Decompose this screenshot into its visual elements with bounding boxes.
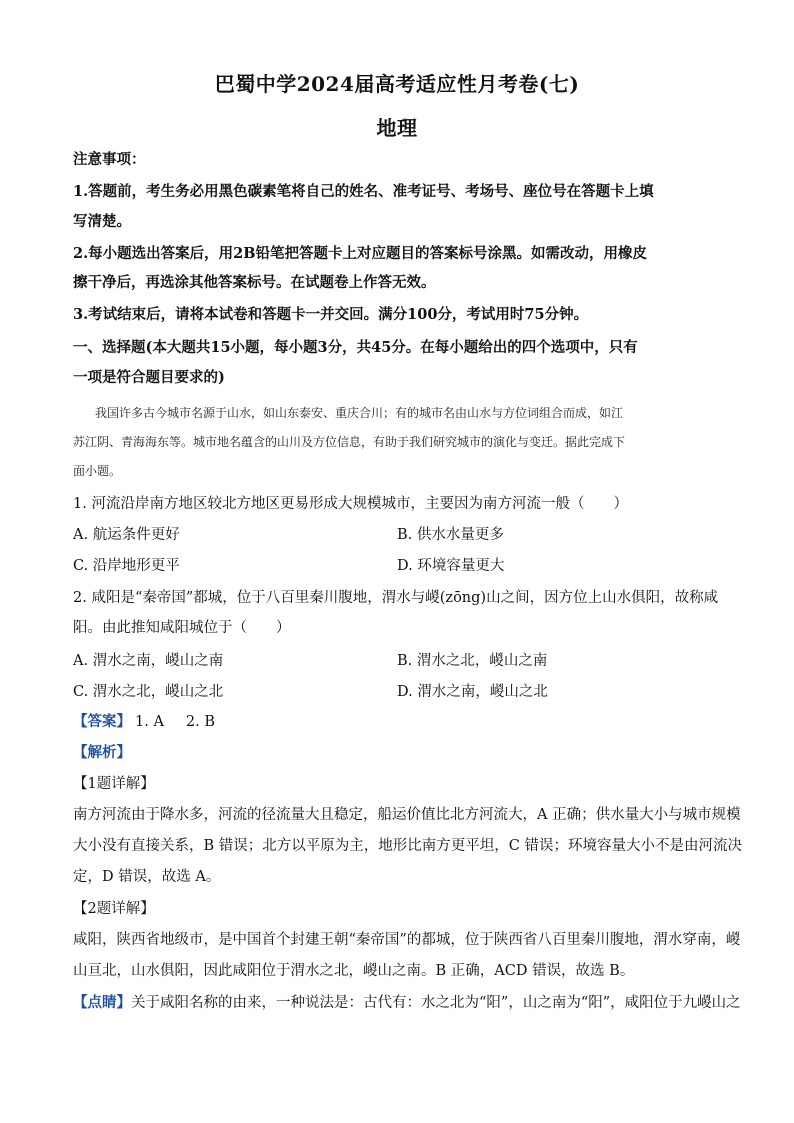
question-1-option-d: D. 环境容量更大: [397, 558, 505, 574]
section-heading: 一、选择题(本大题共15小题，每小题3分，共45分。在每小题给出的四个选项中，只有: [73, 339, 638, 356]
notice-item-3: 3.考试结束后，请将本试卷和答题卡一并交回。满分100分，考试用时75分钟。: [73, 306, 589, 323]
q1-detail-heading: 【1题详解】: [73, 776, 155, 792]
question-2-option-d: D. 渭水之南，嵕山之北: [397, 684, 548, 700]
question-2-option-c: C. 渭水之北，嵕山之北: [73, 684, 224, 700]
exam-title: 巴蜀中学2024届高考适应性月考卷(七): [214, 72, 580, 96]
question-2-stem-cont: 阳。由此推知咸阳城位于（ ）: [73, 620, 291, 636]
answer-2: 2. B: [185, 714, 216, 730]
q2-detail-heading: 【2题详解】: [73, 901, 155, 917]
passage-line-1: 我国许多古今城市名源于山水，如山东泰安、重庆合川；有的城市名由山水与方位词组合而成，如江: [95, 406, 624, 420]
notice-item-2: 2.每小题选出答案后，用2B铅笔把答题卡上对应题目的答案标号涂黑。如需改动，用橡皮: [73, 245, 647, 262]
question-1-option-c: C. 沿岸地形更平: [73, 558, 180, 574]
question-1-option-a: A. 航运条件更好: [73, 527, 180, 543]
subject-title: 地理: [376, 116, 418, 140]
tip-text: 关于咸阳名称的由来，一种说法是：古代有：水之北为“阳”，山之南为“阳”，咸阳位于九嵕山之: [131, 995, 741, 1011]
notice-item-2-cont: 擦干净后，再选涂其他答案标号。在试题卷上作答无效。: [73, 274, 436, 291]
analysis-label: 【解析】: [73, 744, 131, 761]
q1-detail-line-3: 定，D 错误，故选 A。: [73, 869, 221, 885]
question-2-option-b: B. 渭水之北，嵕山之南: [397, 653, 548, 669]
notice-heading: 注意事项：: [73, 151, 146, 168]
q1-detail-line-1: 南方河流由于降水多，河流的径流量大且稳定，船运价值比北方河流大，A 正确；供水量大小与城市规模: [73, 807, 741, 823]
tip-label: 【点睛】: [73, 994, 131, 1011]
q2-detail-line-2: 山亘北，山水俱阳，因此咸阳位于渭水之北，嵕山之南。B 正确，ACD 错误，故选 B。: [73, 963, 635, 979]
question-1-option-b: B. 供水水量更多: [397, 527, 504, 543]
passage-line-3: 面小题。: [73, 464, 122, 478]
section-heading-cont: 一项是符合题目要求的): [73, 369, 225, 386]
answer-row: [73, 712, 723, 732]
question-2-stem: 2. 咸阳是“秦帝国”都城，位于八百里秦川腹地，渭水与嵕(zōng)山之间，因方位上山水俱阳，故称咸: [73, 590, 719, 606]
passage-line-2: 苏江阴、青海海东等。城市地名蕴含的山川及方位信息，有助于我们研究城市的演化与变迁。据此完成下: [73, 435, 626, 449]
notice-item-1-cont: 写清楚。: [73, 213, 131, 230]
tip-row: [73, 993, 741, 1013]
q1-detail-line-2: 大小没有直接关系，B 错误；北方以平原为主，地形比南方更平坦，C 错误；环境容量大小不是由河流决: [73, 838, 742, 854]
question-2-option-a: A. 渭水之南，嵕山之南: [73, 653, 224, 669]
answer-label: 【答案】: [73, 713, 131, 730]
answer-1: 1. A: [135, 714, 164, 730]
q2-detail-line-1: 咸阳，陕西省地级市，是中国首个封建王朝“秦帝国”的都城，位于陕西省八百里秦川腹地，渭水穿南，嵕: [73, 932, 741, 948]
question-1-stem: 1. 河流沿岸南方地区较北方地区更易形成大规模城市，主要因为南方河流一般（ ）: [73, 496, 628, 512]
notice-item-1: 1.答题前，考生务必用黑色碳素笔将自己的姓名、准考证号、考场号、座位号在答题卡上填: [73, 183, 654, 200]
